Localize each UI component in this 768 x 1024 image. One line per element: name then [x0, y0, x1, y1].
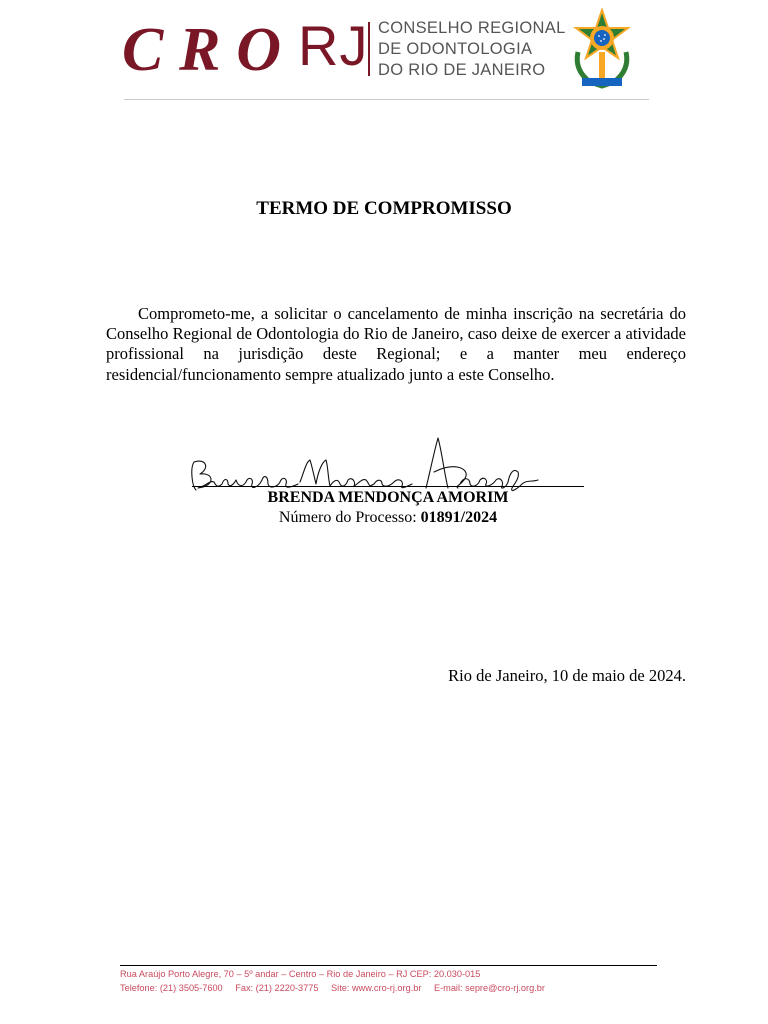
organization-name — [378, 18, 566, 81]
cro-logo-text: CRO — [122, 16, 278, 80]
process-label: Número do Processo: — [278, 509, 417, 526]
signature-line — [192, 486, 584, 487]
footer-contacts — [120, 981, 680, 995]
footer-phone: Telefone: (21) 3505-7600 — [120, 983, 223, 993]
org-line-2: DE ODONTOLOGIA — [378, 40, 533, 58]
logo-suffix: RJ — [298, 14, 369, 77]
date-line: Rio de Janeiro, 10 de maio de 2024. — [448, 666, 686, 685]
header-divider — [124, 99, 649, 100]
process-number-line — [0, 508, 768, 528]
footer-fax: Fax: (21) 2220-3775 — [235, 983, 319, 993]
cro-logo — [120, 16, 280, 80]
org-line-1: CONSELHO REGIONAL — [378, 19, 566, 37]
commitment-text: Comprometo-me, a solicitar o cancelamento de minha inscrição na secretária do Conselho Regional de Odontologia do Rio de Janeiro, caso deixe de exercer a atividade profissional na jurisdição deste Regional; e a manter meu endereço residencial/funcionamento sempre atualizado junto a este Conselho. — [106, 304, 686, 384]
document-title: TERMO DE COMPROMISSO — [256, 198, 512, 219]
footer — [120, 967, 680, 995]
footer-email-link[interactable]: E-mail: sepre@cro-rj.org.br — [433, 983, 545, 993]
logo-divider — [368, 22, 370, 76]
letterhead — [0, 0, 768, 100]
signer-name: BRENDA MENDONÇA AMORIM — [267, 489, 509, 506]
org-line-3: DO RIO DE JANEIRO — [378, 61, 546, 79]
footer-site-link[interactable]: Site: www.cro-rj.org.br — [331, 983, 422, 993]
brazil-coat-of-arms-icon — [570, 8, 634, 92]
footer-divider — [120, 965, 657, 966]
footer-address: Rua Araújo Porto Alegre, 70 – 5º andar – Centro – Rio de Janeiro – RJ CEP: 20.030-015 — [120, 969, 481, 979]
process-number: 01891/2024 — [420, 509, 498, 526]
